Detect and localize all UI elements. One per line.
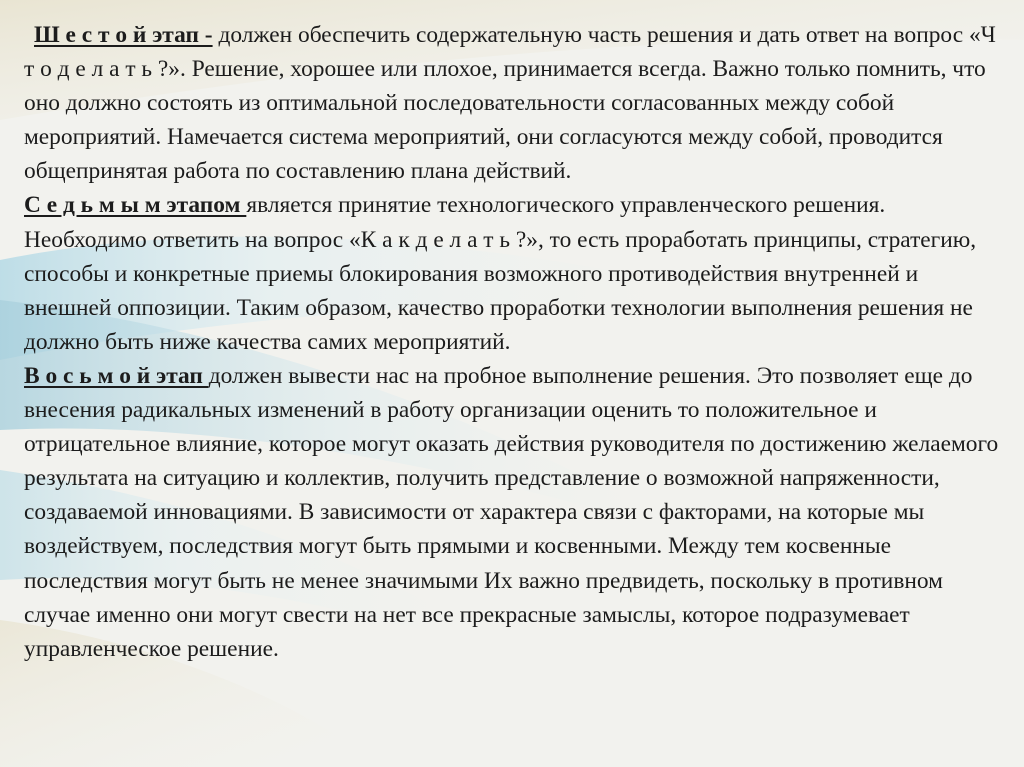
- stage-7-text: является принятие технологического управленческого решения. Необходимо ответить на вопрос «К а к д е л а т ь ?», то есть проработать принципы, стратегию, способы и конкретные приемы блокирования возможного противодействия внутренней и внешней оппозиции. Таким образом, качество проработки технологии выполнения решения не должно быть ниже качества самих мероприятий.: [24, 192, 977, 355]
- stage-8-heading: В о с ь м о й этап: [24, 362, 209, 389]
- slide-body-text: [24, 18, 1000, 666]
- paragraph-stage-8: [24, 359, 1000, 666]
- stage-8-text: должен вывести нас на пробное выполнение решения. Это позволяет еще до внесения радикальных изменений в работу организации оценить то положительное и отрицательное влияние, которое могут оказать действия руководителя по достижению желаемого результата на ситуацию и коллектив, получить представление о возможной напряженности, создаваемой инновациями. В зависимости от характера связи с факторами, на которые мы воздействуем, последствия могут быть прямыми и косвенными. Между тем косвенные последствия могут быть не менее значимыми Их важно предвидеть, поскольку в противном случае именно они могут свести на нет все прекрасные замыслы, которое подразумевает управленческое решение.: [24, 362, 999, 662]
- stage-6-text: должен обеспечить содержательную часть решения и дать ответ на вопрос «Ч т о д е л а т ь ?». Решение, хорошее или плохое, принимается всегда. Важно только помнить, что оно должно состоять из оптимальной последовательности согласованных между собой мероприятий. Намечается система мероприятий, они согласуются между собой, проводится общепринятая работа по составлению плана действий.: [24, 22, 996, 185]
- stage-6-heading: Ш е с т о й этап -: [34, 22, 213, 48]
- paragraph-stage-7: [24, 188, 1000, 358]
- stage-7-heading: С е д ь м ы м этапом: [24, 192, 247, 219]
- paragraph-stage-6: [24, 18, 1000, 188]
